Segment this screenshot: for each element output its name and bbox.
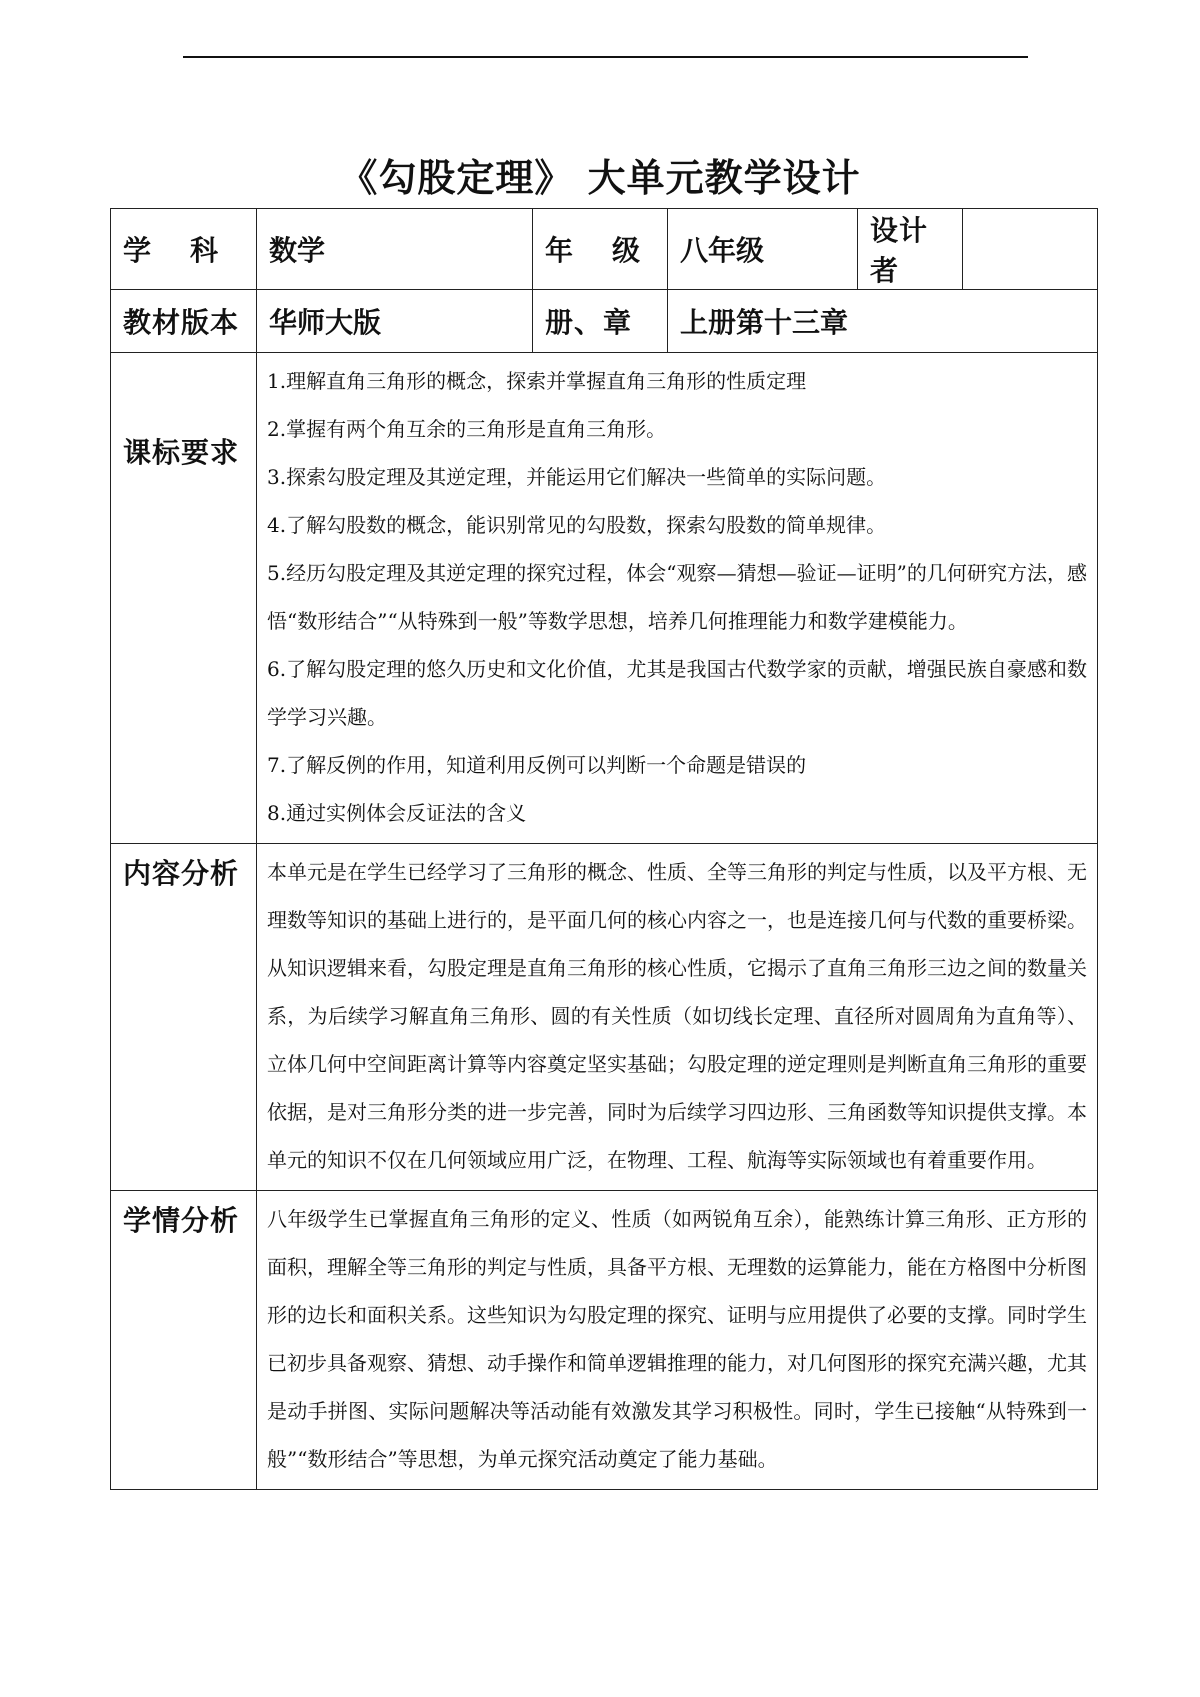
designer-value [963, 209, 1098, 290]
page-title: 《勾股定理》 大单元教学设计 [339, 155, 861, 200]
curriculum-item: 1.理解直角三角形的概念，探索并掌握直角三角形的性质定理 [267, 369, 807, 393]
content-analysis-text [257, 844, 1098, 1191]
subject-value: 数学 [257, 209, 533, 290]
curriculum-item: 7.了解反例的作用，知道利用反例可以判断一个命题是错误的 [267, 753, 807, 777]
content-analysis-label: 内容分析 [111, 844, 257, 1191]
edition-label: 教材版本 [111, 290, 257, 353]
curriculum-item: 3.探索勾股定理及其逆定理，并能运用它们解决一些简单的实际问题。 [267, 465, 887, 489]
curriculum-content [257, 353, 1098, 844]
curriculum-item: 6.了解勾股定理的悠久历史和文化价值，尤其是我国古代数学家的贡献，增强民族自豪感和数学学习兴趣。 [267, 657, 1087, 729]
content-analysis-paragraph: 本单元是在学生已经学习了三角形的概念、性质、全等三角形的判定与性质，以及平方根、无理数等知识的基础上进行的，是平面几何的核心内容之一，也是连接几何与代数的重要桥梁。从知识逻辑来看，勾股定理是直角三角形的核心性质，它揭示了直角三角形三边之间的数量关系，为后续学习解直角三角形、圆的有关性质（如切线长定理、直径所对圆周角为直角等）、立体几何中空间距离计算等内容奠定坚实基础；勾股定理的逆定理则是判断直角三角形的重要依据，是对三角形分类的进一步完善，同时为后续学习四边形、三角函数等知识提供支撑。本单元的知识不仅在几何领域应用广泛，在物理、工程、航海等实际领域也有着重要作用。 [267, 860, 1087, 1172]
chapter-label: 册、章 [533, 290, 668, 353]
designer-label: 设计者 [858, 209, 963, 290]
curriculum-item: 2.掌握有两个角互余的三角形是直角三角形。 [267, 417, 667, 441]
learner-analysis-paragraph: 八年级学生已掌握直角三角形的定义、性质（如两锐角互余），能熟练计算三角形、正方形的面积，理解全等三角形的判定与性质，具备平方根、无理数的运算能力，能在方格图中分析图形的边长和面积关系。这些知识为勾股定理的探究、证明与应用提供了必要的支撑。同时学生已初步具备观察、猜想、动手操作和简单逻辑推理的能力，对几何图形的探究充满兴趣，尤其是动手拼图、实际问题解决等活动能有效激发其学习积极性。同时，学生已接触“从特殊到一般”“数形结合”等思想，为单元探究活动奠定了能力基础。 [267, 1207, 1087, 1471]
curriculum-item: 8.通过实例体会反证法的含义 [267, 801, 527, 825]
header-rule [183, 56, 1028, 58]
curriculum-item: 4.了解勾股数的概念，能识别常见的勾股数，探索勾股数的简单规律。 [267, 513, 887, 537]
info-row-1 [111, 209, 1098, 290]
learner-analysis-row [111, 1191, 1098, 1490]
curriculum-label: 课标要求 [111, 353, 257, 844]
chapter-value: 上册第十三章 [668, 290, 1098, 353]
content-analysis-row [111, 844, 1098, 1191]
curriculum-item: 5.经历勾股定理及其逆定理的探究过程，体会“观察—猜想—验证—证明”的几何研究方法，感悟“数形结合”“从特殊到一般”等数学思想，培养几何推理能力和数学建模能力。 [267, 561, 1087, 633]
subject-label: 学 科 [111, 209, 257, 290]
curriculum-row [111, 353, 1098, 844]
learner-analysis-text [257, 1191, 1098, 1490]
info-row-2 [111, 290, 1098, 353]
learner-analysis-label: 学情分析 [111, 1191, 257, 1490]
edition-value: 华师大版 [257, 290, 533, 353]
grade-value: 八年级 [668, 209, 858, 290]
lesson-design-table [110, 208, 1098, 1490]
grade-label: 年 级 [533, 209, 668, 290]
